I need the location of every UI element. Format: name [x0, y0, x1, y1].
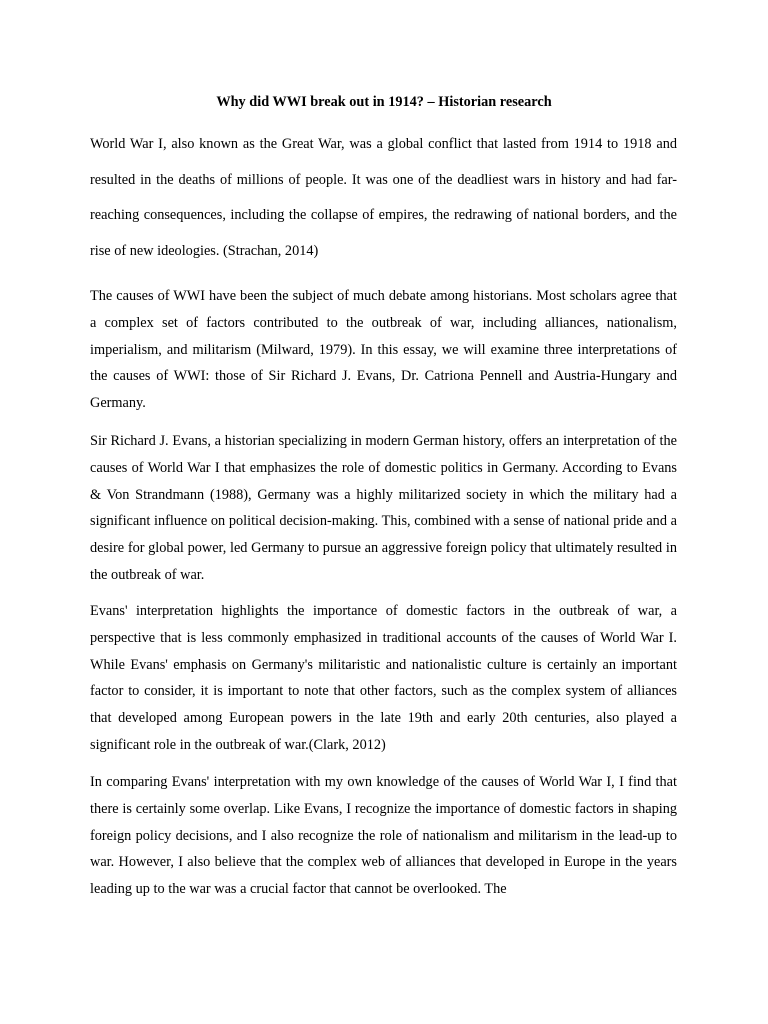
paragraph-intro: World War I, also known as the Great War, was a global conflict that lasted from 1914 to 1918 and resulted in the deaths of millions of people. It was one of the deadliest wars in history and had far-reaching consequences, including the collapse of empires, the redrawing of national borders, and the rise of new ideologies. (Strachan, 2014)	[90, 136, 677, 260]
document-title: Why did WWI break out in 1914? – Historian research	[216, 94, 552, 110]
paragraph-comparison: In comparing Evans' interpretation with my own knowledge of the causes of World War I, I find that there is certainly some overlap. Like Evans, I recognize the importance of domestic factors in shaping foreign policy decisions, and I also recognize the role of nationalism and militarism in the lead-up to war. However, I also believe that the complex web of alliances that developed in Europe in the years leading up to the war was a crucial factor that cannot be overlooked. The	[90, 774, 677, 898]
paragraph-evans: Sir Richard J. Evans, a historian specializing in modern German history, offers an interpretation of the causes of World War I that emphasizes the role of domestic politics in Germany. According to Evans & Von Strandmann (1988), Germany was a highly militarized society in which the military had a significant influence on political decision-making. This, combined with a sense of national pride and a desire for global power, led Germany to pursue an aggressive foreign policy that ultimately resulted in the outbreak of war.	[90, 433, 677, 583]
paragraph-causes: The causes of WWI have been the subject of much debate among historians. Most scholars agree that a complex set of factors contributed to the outbreak of war, including alliances, nationalism, imperialism, and militarism (Milward, 1979). In this essay, we will examine three interpretations of the causes of WWI: those of Sir Richard J. Evans, Dr. Catriona Pennell and Austria-Hungary and Germany.	[90, 288, 677, 412]
paragraph-evans-interpretation: Evans' interpretation highlights the importance of domestic factors in the outbreak of war, a perspective that is less commonly emphasized in traditional accounts of the causes of World War I. While Evans' emphasis on Germany's militaristic and nationalistic culture is certainly an important factor to consider, it is important to note that other factors, such as the complex system of alliances that developed among European powers in the late 19th and early 20th centuries, also played a significant role in the outbreak of war.(Clark, 2012)	[90, 603, 677, 753]
